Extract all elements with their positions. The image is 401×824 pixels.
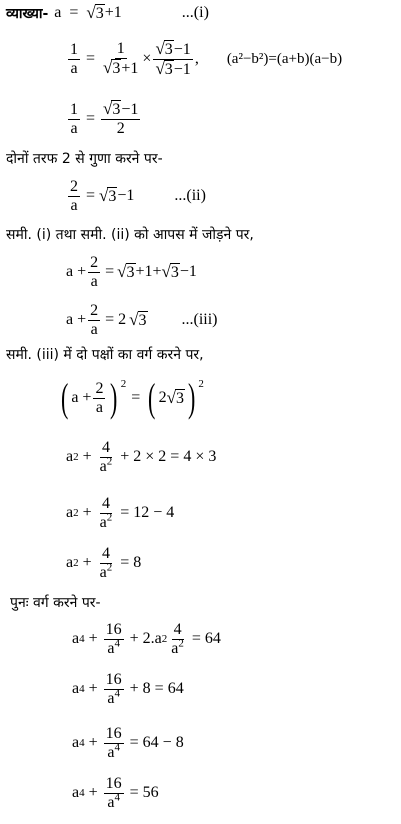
equation-expanded: a 2 + $\frac{4}{a^2}$ + 2 × 2 = 4 × 3 xyxy=(66,438,217,475)
fraction-16-over-a4: $\frac{16}{a^4}$ xyxy=(105,724,122,761)
minus-one: −1 xyxy=(179,263,197,280)
expression-rest: = 8 xyxy=(120,554,142,571)
fraction-2-over-a: $\frac{2}{a}$ xyxy=(90,301,99,338)
fraction-4-over-a-squared: $\frac{4}{a^2}$ xyxy=(99,438,113,475)
minus-one: −1 xyxy=(117,187,135,204)
times: × xyxy=(142,50,152,67)
var-a: a xyxy=(72,630,80,647)
plus: + xyxy=(88,734,98,751)
equation-ii xyxy=(66,174,206,218)
step-multiply-both-sides: दोनों तरफ 2 से गुणा करने पर- xyxy=(6,151,163,167)
fraction-2-over-a: $\frac{2}{a}$ xyxy=(95,379,104,416)
plus: + xyxy=(82,554,92,571)
sqrt-3: √ 3 xyxy=(129,310,147,329)
sqrt-3: √ 3 xyxy=(117,262,135,281)
equation-iii xyxy=(66,298,218,342)
equals: = xyxy=(131,389,141,406)
expression-rest: = 56 xyxy=(129,784,159,801)
plus-one-plus: +1+ xyxy=(135,263,162,280)
step-square-both-sides: समी. (iii) में दो पक्षों का वर्ग करने पर, xyxy=(6,347,204,363)
step-add-equations: समी. (i) तथा समी. (ii) को आपस में जोड़ने पर, xyxy=(6,227,254,243)
fraction-root3-minus-1-over-2: √ 3 −1 2 xyxy=(103,99,139,137)
left-paren: ( xyxy=(60,375,69,420)
equation-final: a 4 + $\frac{16}{a^4}$ = 56 xyxy=(72,774,159,811)
cross-term: + 2.a xyxy=(129,630,162,647)
equation-sum xyxy=(66,250,197,294)
fraction-1-over-a: $\frac{1}{a}$ xyxy=(70,40,78,77)
expression-rest: + 2 × 2 = 4 × 3 xyxy=(120,448,217,465)
equals: = xyxy=(86,50,96,67)
equation-i xyxy=(6,2,209,24)
comma: , xyxy=(194,50,199,67)
plus-one: +1 xyxy=(104,4,122,21)
expression-rest: = 64 xyxy=(191,630,221,647)
fraction-2-over-a: $\frac{2}{a}$ xyxy=(70,177,78,214)
sqrt-3: √ 3 xyxy=(166,388,184,407)
fraction-16-over-a4: $\frac{16}{a^4}$ xyxy=(105,670,122,707)
expression-rest: + 8 = 64 xyxy=(129,680,184,697)
left-paren: ( xyxy=(148,375,156,420)
fraction-16-over-a4: $\frac{16}{a^4}$ xyxy=(105,774,122,811)
equation-reciprocal-result xyxy=(66,96,142,142)
fraction-16-over-a4: $\frac{16}{a^4}$ xyxy=(105,620,122,657)
equation-tag-i: ...(i) xyxy=(181,4,209,21)
step-square-again: पुनः वर्ग करने पर- xyxy=(10,595,101,611)
fraction-4-over-a-squared: $\frac{4}{a^2}$ xyxy=(99,494,113,531)
var-a: a xyxy=(72,734,80,751)
right-paren: ) xyxy=(110,375,118,420)
var-a: a xyxy=(72,680,80,697)
equation-reciprocal xyxy=(66,36,342,82)
fraction-4-over-a-squared: $\frac{4}{a^2}$ xyxy=(99,544,113,581)
equals: = xyxy=(69,4,79,21)
plus: + xyxy=(88,630,98,647)
identity: (a²−b²)=(a+b)(a−b) xyxy=(226,50,343,67)
plus: + xyxy=(88,680,98,697)
equation-simplify: a 2 + $\frac{4}{a^2}$ = 12 − 4 xyxy=(66,494,175,531)
equals: = xyxy=(86,110,96,127)
equation-tag-iii: ...(iii) xyxy=(181,311,218,328)
right-paren: ) xyxy=(187,375,196,420)
explanation-label: व्याख्या- xyxy=(6,5,49,22)
fraction-2-over-a: $\frac{2}{a}$ xyxy=(90,253,99,290)
var-a-plus: a + xyxy=(71,389,92,406)
equation-tag-ii: ...(ii) xyxy=(174,187,206,204)
plus: + xyxy=(82,504,92,521)
equals: = xyxy=(86,187,96,204)
var-a-plus: a + xyxy=(66,263,87,280)
equation-result-8: a 2 + $\frac{4}{a^2}$ = 8 xyxy=(66,544,142,581)
expression-rest: = 12 − 4 xyxy=(120,504,175,521)
sqrt-3: √ 3 xyxy=(99,186,117,205)
var-a-plus: a + xyxy=(66,311,87,328)
equation-squared: ( a + $\frac{2}{a}$ ) $^2$ = ( 2 √ 3 ) $^2$ xyxy=(60,375,204,420)
var-a: a xyxy=(66,448,74,465)
fraction-1-over-root3-plus-1: 1 √ 3 +1 xyxy=(103,40,139,77)
plus: + xyxy=(88,784,98,801)
sqrt-3: √ 3 xyxy=(86,3,104,22)
equation-subtract-8: a 4 + $\frac{16}{a^4}$ = 64 − 8 xyxy=(72,724,184,761)
var-a: a xyxy=(66,504,74,521)
equals: = xyxy=(105,263,115,280)
plus: + xyxy=(82,448,92,465)
var-a: a xyxy=(72,784,80,801)
sqrt-3: √ 3 xyxy=(161,262,179,281)
expression-rest: = 64 − 8 xyxy=(129,734,184,751)
equation-fourth-power: a 4 + $\frac{16}{a^4}$ + 2.a 2 $\frac{4}{a^2}$ = 64 xyxy=(72,620,221,657)
coefficient-2: 2 xyxy=(158,389,167,406)
fraction-conjugate: √ 3 −1 √ 3 −1 xyxy=(155,38,191,78)
fraction-4-over-a-squared: $\frac{4}{a^2}$ xyxy=(171,620,184,657)
equation-plus-8: a 4 + $\frac{16}{a^4}$ + 8 = 64 xyxy=(72,670,184,707)
var-a: a xyxy=(66,554,74,571)
var-a: a xyxy=(54,4,62,21)
equals-two: = 2 xyxy=(105,311,127,328)
fraction-1-over-a: $\frac{1}{a}$ xyxy=(70,100,78,137)
